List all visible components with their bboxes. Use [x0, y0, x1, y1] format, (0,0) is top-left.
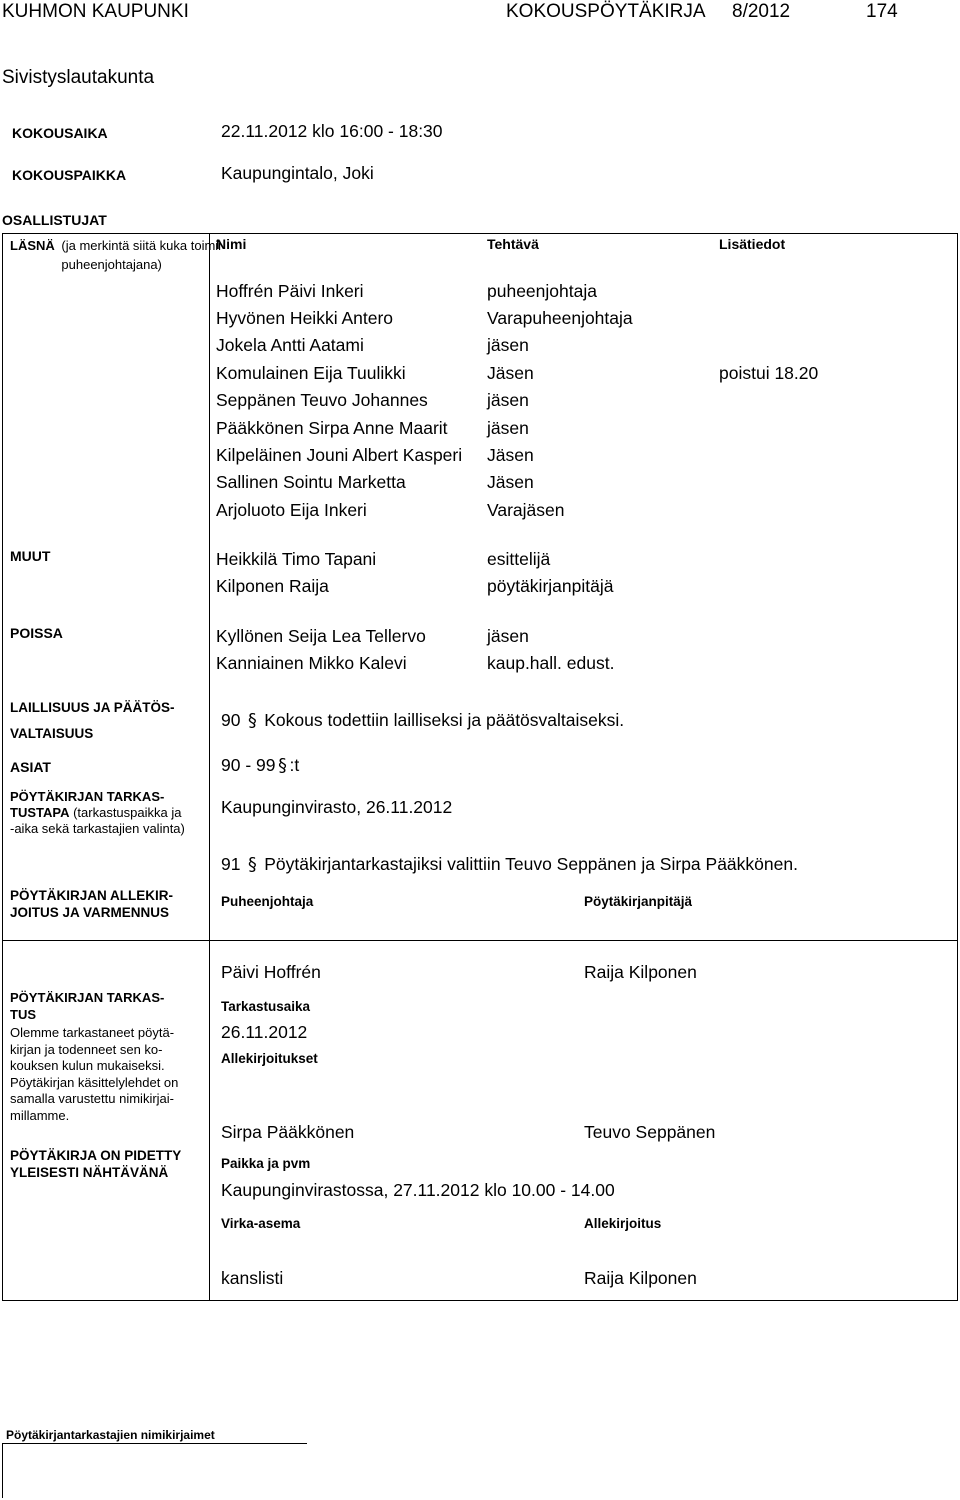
org-name: KUHMON KAUPUNKI [2, 1, 189, 22]
other-label: MUUT [10, 548, 51, 564]
member-name: Kilpeläinen Jouni Albert Kasperi [216, 445, 463, 465]
legality-label-1: LAILLISUUS JA PÄÄTÖS- [10, 700, 175, 715]
member-role: jäsen [487, 626, 529, 646]
review-text-5: samalla varustettu nimikirjai- [10, 1091, 174, 1106]
meeting-place-value: Kaupungintalo, Joki [221, 163, 374, 183]
col-header-info: Lisätiedot [719, 236, 786, 252]
review-text-3: kouksen kulun mukaiseksi. [10, 1058, 165, 1073]
reviewer-2: Teuvo Seppänen [584, 1122, 716, 1142]
review-time-label: Tarkastusaika [221, 999, 311, 1014]
present-label: LÄSNÄ [10, 238, 55, 253]
member-role: Varapuheenjohtaja [487, 308, 633, 328]
review-text-1: Olemme tarkastaneet pöytä- [10, 1025, 175, 1040]
member-role: jäsen [487, 418, 529, 438]
display-label-1: PÖYTÄKIRJA ON PIDETTY [10, 1148, 182, 1163]
signatures-label: Allekirjoitukset [221, 1051, 318, 1066]
display-place-value: Kaupunginvirastossa, 27.11.2012 klo 10.00 - 14.00 [221, 1180, 615, 1200]
review-place: Kaupunginvirasto, 26.11.2012 [221, 797, 453, 817]
member-role: Jäsen [487, 472, 534, 492]
legality-statement [221, 710, 624, 731]
review-method-label-2-rest: (tarkastuspaikka ja [73, 805, 182, 820]
chair-name: Päivi Hoffrén [221, 962, 321, 982]
review-label-2: TUS [10, 1006, 36, 1022]
member-name: Jokela Antti Aatami [216, 335, 364, 355]
meeting-place-label: KOKOUSPAIKKA [12, 167, 127, 183]
member-name: Seppänen Teuvo Johannes [216, 390, 428, 410]
signature-value: Raija Kilponen [584, 1268, 697, 1288]
member-name: Heikkilä Timo Tapani [216, 549, 377, 569]
items-label: ASIAT [10, 759, 51, 775]
participants-title: OSALLISTUJAT [2, 212, 107, 228]
review-decision-text: Pöytäkirjantarkastajiksi valittiin Teuvo Seppänen ja Sirpa Pääkkönen. [264, 854, 798, 874]
review-text-6: millamme. [10, 1107, 70, 1123]
items-range [221, 755, 299, 776]
review-time-value: 26.11.2012 [221, 1022, 308, 1042]
member-role: Jäsen [487, 363, 534, 383]
position-label: Virka-asema [221, 1216, 301, 1231]
review-method-label-1: PÖYTÄKIRJAN TARKAS- [10, 789, 165, 804]
member-name: Kilponen Raija [216, 576, 329, 596]
initials-label: Pöytäkirjantarkastajien nimikirjaimet [6, 1428, 215, 1442]
review-text-2: kirjan ja todenneet sen ko- [10, 1041, 163, 1057]
present-note: (ja merkintä siitä kuka toimii puheenjohtajana) [61, 238, 222, 272]
review-text-4: Pöytäkirjan käsittelylehdet on [10, 1074, 179, 1090]
position-value: kanslisti [221, 1268, 284, 1288]
member-role: Jäsen [487, 445, 534, 465]
section-number: 90 [221, 710, 241, 730]
review-label-block [10, 990, 178, 1124]
member-role: Varajäsen [487, 500, 565, 520]
member-role: pöytäkirjanpitäjä [487, 576, 614, 596]
col-header-name: Nimi [216, 236, 247, 252]
review-method-label [10, 789, 185, 837]
member-role: jäsen [487, 335, 529, 355]
signing-label [10, 887, 173, 921]
review-method-label-3: -aika sekä tarkastajien valinta) [10, 821, 185, 836]
review-decision [221, 854, 798, 875]
page-number: 174 [866, 1, 898, 22]
member-role: puheenjohtaja [487, 281, 597, 301]
display-label [10, 1147, 181, 1181]
section-sign-icon: § [247, 711, 257, 731]
meeting-time-value: 22.11.2012 klo 16:00 - 18:30 [221, 121, 443, 141]
doc-type: KOKOUSPÖYTÄKIRJA [506, 1, 706, 22]
display-place-label: Paikka ja pvm [221, 1156, 311, 1171]
member-name: Pääkkönen Sirpa Anne Maarit [216, 418, 448, 438]
legality-label-2: VALTAISUUS [10, 726, 94, 741]
signature-label: Allekirjoitus [584, 1216, 662, 1231]
display-label-2: YLEISESTI NÄHTÄVÄNÄ [10, 1165, 169, 1180]
absent-label: POISSA [10, 625, 63, 641]
signing-label-2: JOITUS JA VARMENNUS [10, 905, 170, 920]
legality-text: Kokous todettiin lailliseksi ja päätösvaltaiseksi. [264, 710, 625, 730]
review-label-1: PÖYTÄKIRJAN TARKAS- [10, 990, 165, 1005]
review-method-label-2: TUSTAPA [10, 805, 70, 820]
member-name: Hyvönen Heikki Antero [216, 308, 394, 328]
member-info: poistui 18.20 [719, 363, 819, 383]
member-name: Kyllönen Seija Lea Tellervo [216, 626, 426, 646]
col-header-role: Tehtävä [487, 236, 539, 252]
member-role: kaup.hall. edust. [487, 653, 615, 673]
member-name: Kanniainen Mikko Kalevi [216, 653, 407, 673]
signing-label-1: PÖYTÄKIRJAN ALLEKIR- [10, 888, 174, 903]
member-role: esittelijä [487, 549, 551, 569]
committee-name: Sivistyslautakunta [2, 67, 155, 88]
member-name: Sallinen Sointu Marketta [216, 472, 406, 492]
member-name: Hoffrén Päivi Inkeri [216, 281, 364, 301]
section-number: 91 [221, 854, 241, 874]
chair-label: Puheenjohtaja [221, 894, 314, 909]
reviewer-1: Sirpa Pääkkönen [221, 1122, 355, 1142]
meeting-time-label: KOKOUSAIKA [12, 125, 108, 141]
secretary-name: Raija Kilponen [584, 962, 697, 982]
section-sign-icon: § [278, 756, 287, 776]
member-role: jäsen [487, 390, 529, 410]
member-name: Arjoluoto Eija Inkeri [216, 500, 367, 520]
items-range-suffix: :t [289, 755, 300, 775]
doc-number: 8/2012 [732, 1, 791, 22]
member-name: Komulainen Eija Tuulikki [216, 363, 406, 383]
items-range-value: 90 - 99 [221, 755, 276, 775]
secretary-label: Pöytäkirjanpitäjä [584, 894, 693, 909]
section-sign-icon: § [247, 855, 257, 875]
